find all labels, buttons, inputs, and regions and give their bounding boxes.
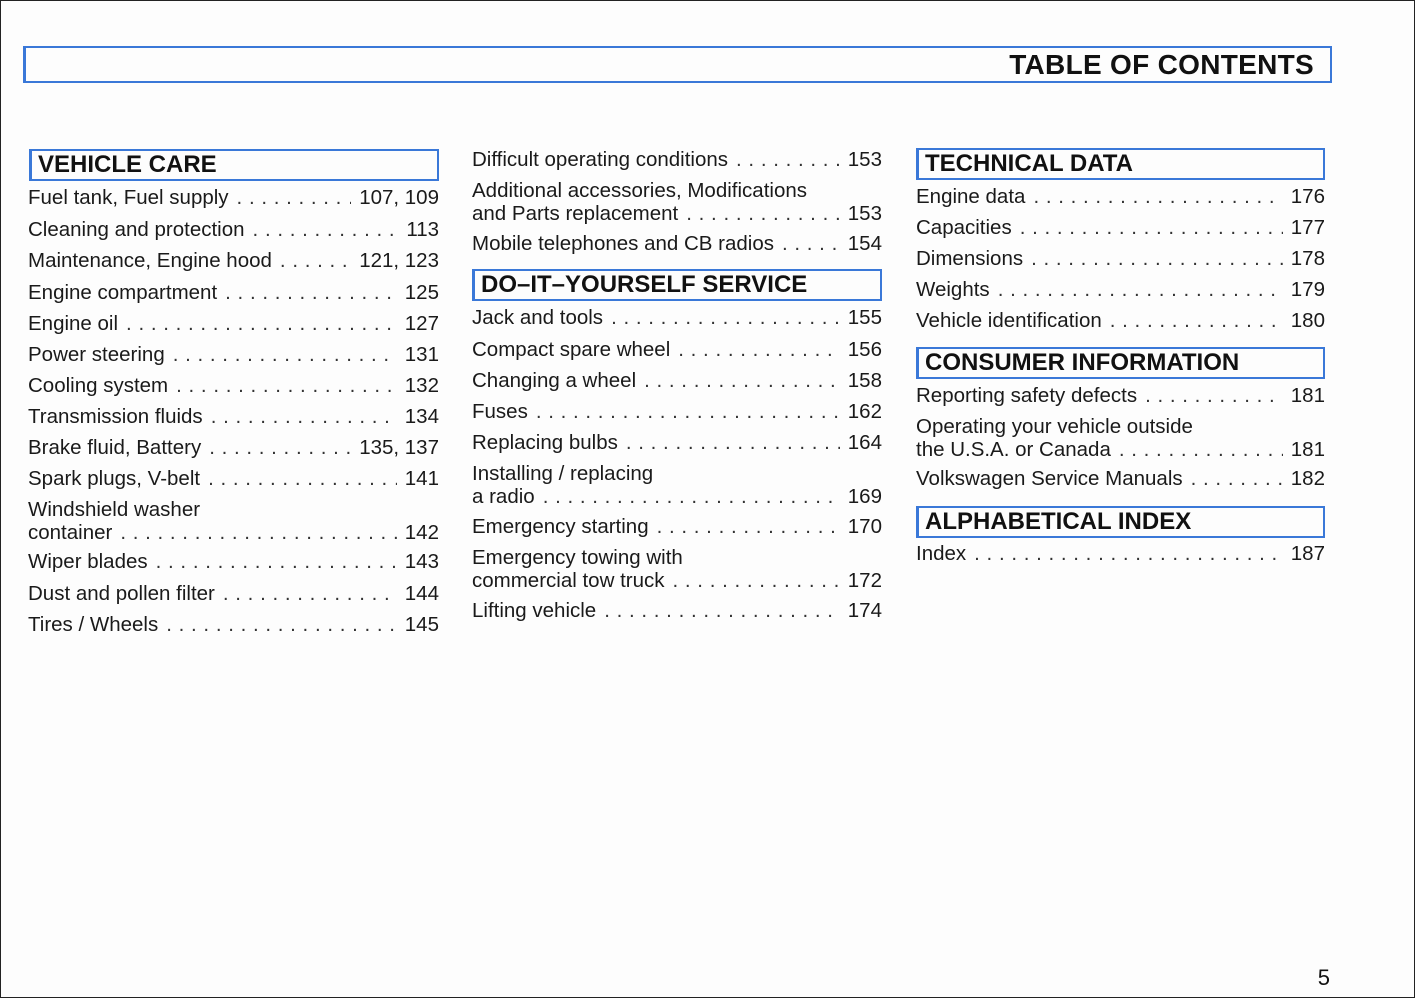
toc-entry[interactable] [472,232,882,255]
entry-label: Lifting vehicle [472,599,597,622]
toc-entry[interactable] [472,369,882,392]
toc-entry[interactable] [28,343,439,366]
section-heading-alphabetical-index: ALPHABETICAL INDEX [916,506,1325,538]
entry-label: Vehicle identification [916,309,1102,332]
toc-entry[interactable] [28,582,439,605]
entry-label: Reporting safety defects [916,384,1138,407]
toc-entry[interactable] [28,312,439,335]
toc-entry[interactable] [28,550,439,573]
entry-page: 127 [404,312,439,335]
entry-page: 181 [1290,384,1325,407]
entry-label: Tires / Wheels [28,613,159,636]
section-heading-consumer-information: CONSUMER INFORMATION [916,347,1325,379]
section-heading-vehicle-care: VEHICLE CARE [29,149,439,181]
entry-label: Changing a wheel [472,369,637,392]
entry-page: 154 [847,232,882,255]
entry-page: 135, 137 [359,436,439,459]
entry-page: 172 [847,569,882,592]
toc-entry[interactable] [916,415,1325,461]
entry-page: 158 [847,369,882,392]
toc-entry[interactable] [916,216,1325,239]
entry-label-continued: the U.S.A. or Canada [916,438,1111,461]
entry-page: 144 [404,582,439,605]
entry-label: Brake fluid, Battery [28,436,202,459]
page-title: TABLE OF CONTENTS [1009,49,1314,80]
entry-page: 134 [404,405,439,428]
toc-entry[interactable] [472,515,882,538]
entry-label-continued: container [28,521,113,544]
toc-entry[interactable] [916,384,1325,407]
entry-page: 174 [847,599,882,622]
entry-page: 178 [1290,247,1325,270]
toc-entry[interactable] [472,148,882,171]
entry-label: Dimensions [916,247,1024,270]
entry-label: Capacities [916,216,1012,239]
entry-page: 180 [1290,309,1325,332]
entry-label: Emergency towing with [472,546,683,569]
entry-label: Replacing bulbs [472,431,618,454]
entry-label: Additional accessories, Modifications [472,179,807,202]
toc-entry[interactable] [28,467,439,490]
title-bar [23,46,1332,83]
entry-page: 141 [404,467,439,490]
toc-entry[interactable] [472,599,882,622]
entry-page: 142 [404,521,439,544]
toc-entry[interactable] [472,179,882,225]
entry-label-continued: a radio [472,485,535,508]
entry-label: Weights [916,278,990,301]
entry-label: Jack and tools [472,306,604,329]
toc-entry[interactable] [28,281,439,304]
entry-label: Operating your vehicle outside [916,415,1193,438]
entry-page: 162 [847,400,882,423]
toc-entry[interactable] [472,462,882,508]
toc-entry[interactable] [28,218,439,241]
entry-label: Windshield washer [28,498,201,521]
section-heading-technical-data: TECHNICAL DATA [916,148,1325,180]
entry-page: 125 [404,281,439,304]
entry-page: 187 [1290,542,1325,565]
entry-label: Cooling system [28,374,169,397]
entry-label: Transmission fluids [28,405,203,428]
entry-label: Compact spare wheel [472,338,671,361]
entry-label: Fuses [472,400,528,423]
toc-entry[interactable] [28,498,439,544]
entry-page: 181 [1290,438,1325,461]
toc-entry[interactable] [28,249,439,272]
page-number: 5 [1317,965,1330,990]
toc-entry[interactable] [28,186,439,209]
entry-label: Dust and pollen filter [28,582,215,605]
entry-label: Engine compartment [28,281,218,304]
entry-label: Maintenance, Engine hood [28,249,272,272]
toc-entry[interactable] [472,431,882,454]
entry-label: Spark plugs, V-belt [28,467,201,490]
entry-page: 177 [1290,216,1325,239]
entry-label: Index [916,542,967,565]
entry-page: 153 [847,202,882,225]
toc-entry[interactable] [472,306,882,329]
entry-page: 143 [404,550,439,573]
entry-page: 121, 123 [359,249,439,272]
entry-label-continued: and Parts replacement [472,202,679,225]
entry-page: 153 [847,148,882,171]
toc-entry[interactable] [28,374,439,397]
section-heading-do-it-yourself-service: DO–IT–YOURSELF SERVICE [472,269,882,301]
entry-label: Power steering [28,343,165,366]
toc-entry[interactable] [28,436,439,459]
entry-label: Installing / replacing [472,462,654,485]
entry-page: 170 [847,515,882,538]
entry-label: Difficult operating conditions [472,148,729,171]
entry-page: 107, 109 [359,186,439,209]
entry-label: Volkswagen Service Manuals [916,467,1183,490]
entry-label: Mobile telephones and CB radios [472,232,774,255]
entry-page: 113 [406,218,439,241]
entry-page: 145 [404,613,439,636]
entry-page: 164 [847,431,882,454]
toc-entry[interactable] [28,613,439,636]
toc-entry[interactable] [28,405,439,428]
toc-entry[interactable] [916,467,1325,490]
toc-entry[interactable] [916,278,1325,301]
toc-entry[interactable] [916,247,1325,270]
entry-label: Engine oil [28,312,119,335]
entry-label: Wiper blades [28,550,148,573]
entry-page: 131 [404,343,439,366]
toc-entry[interactable] [916,542,1325,565]
entry-page: 182 [1290,467,1325,490]
toc-entry[interactable] [916,185,1325,208]
entry-page: 169 [847,485,882,508]
entry-page: 132 [404,374,439,397]
entry-page: 176 [1290,185,1325,208]
entry-label: Fuel tank, Fuel supply [28,186,229,209]
entry-label-continued: commercial tow truck [472,569,665,592]
toc-entry[interactable] [472,400,882,423]
entry-page: 155 [847,306,882,329]
entry-label: Cleaning and protection [28,218,245,241]
entry-page: 179 [1290,278,1325,301]
entry-label: Engine data [916,185,1026,208]
toc-entry[interactable] [472,338,882,361]
toc-entry[interactable] [472,546,882,592]
entry-page: 156 [847,338,882,361]
entry-label: Emergency starting [472,515,649,538]
toc-entry[interactable] [916,309,1325,332]
